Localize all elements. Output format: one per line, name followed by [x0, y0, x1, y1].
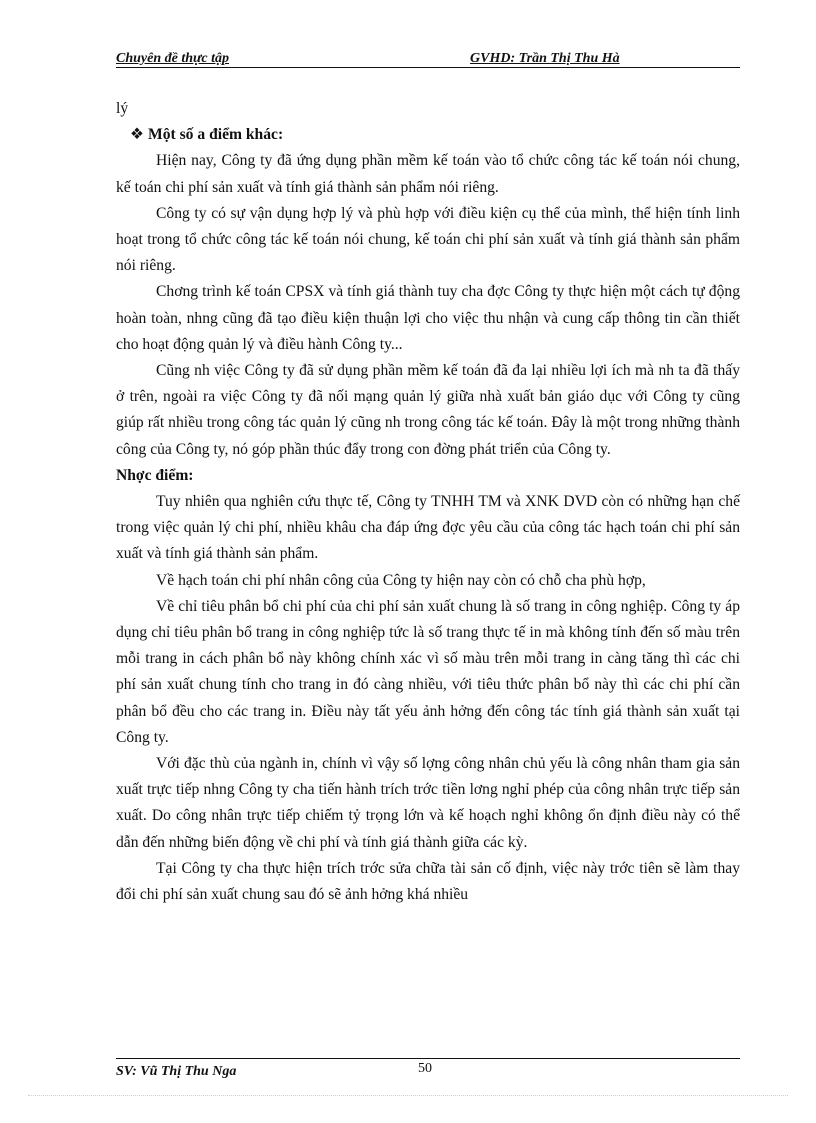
section-heading-other-points	[116, 122, 740, 148]
footer-author: SV: Vũ Thị Thu Nga	[116, 1064, 237, 1079]
paragraph: Cũng nh việc Công ty đã sử dụng phần mềm kế toán đã đa lại nhiều lợi ích mà nh ta đã thấy ở trên, ngoài ra việc Công ty đã nối mạng quản lý giữa nhà xuất bản giáo dục với Công ty cũng giúp rất nhiều trong công tác quản lý cũng nh trong công tác kế toán. Đây là một trong những thành công của Công ty, nó góp phần thúc đẩy trong con đờng phát triển của Công ty.	[116, 362, 740, 458]
section-heading-text: Một số a điểm khác:	[148, 126, 284, 144]
paragraph: Về chỉ tiêu phân bổ chi phí của chi phí sản xuất chung là số trang in công nghiệp. Công ty áp dụng chỉ tiêu phân bổ trang in công nghiệp tức là số trang thực tế in mà không tính đến số màu trên mỗi trang in cách phân bổ này không chính xác vì số màu trên mỗi trang in càng tăng thì các chi phí sản xuất chung tính cho trang in đó càng nhiều, với tiêu thức phân bổ này thì các chi phí cần phân bổ đều cho các trang in. Điều này tất yếu ảnh hởng đến công tác tính giá thành sản xuất tại Công ty.	[116, 597, 740, 746]
footer-rule	[116, 1058, 740, 1059]
section-heading-weaknesses: Nhợc điểm:	[116, 466, 194, 484]
paragraph: Công ty có sự vận dụng hợp lý và phù hợp với điều kiện cụ thể của mình, thể hiện tính linh hoạt trong tổ chức công tác kế toán nói chung, kế toán chi phí sản xuất và tính giá thành sản phẩm nói riêng.	[116, 204, 740, 275]
page-footer	[116, 1056, 740, 1079]
diamond-bullet-icon: ❖	[130, 126, 144, 144]
header-rule	[116, 67, 740, 68]
header-topic: Chuyên đề thực tập	[116, 51, 230, 66]
paragraph: Về hạch toán chi phí nhân công của Công ty hiện nay còn có chỗ cha phù hợp,	[156, 571, 646, 589]
page-number: 50	[418, 1061, 432, 1076]
page-bottom-border	[28, 1095, 788, 1096]
continuation-line: lý	[116, 100, 129, 117]
paragraph: Tại Công ty cha thực hiện trích trớc sửa chữa tài sản cố định, việc này trớc tiên sẽ làm thay đổi chi phí sản xuất chung sau đó sẽ ảnh hởng khá nhiều	[116, 859, 740, 904]
paragraph: Với đặc thù của ngành in, chính vì vậy số lợng công nhân chủ yếu là công nhân tham gia sản xuất trực tiếp nhng Công ty cha tiến hành trích trớc tiền lơng nghỉ phép của công nhân trực tiếp sản xuất. Do công nhân trực tiếp chiếm tỷ trọng lớn và kế hoạch nghỉ không ổn định điều này có thể dẫn đến những biến động về chi phí và tính giá thành giữa các kỳ.	[116, 755, 740, 851]
page-header	[116, 50, 740, 70]
paragraph: Tuy nhiên qua nghiên cứu thực tế, Công ty TNHH TM và XNK DVD còn có những hạn chế trong việc quản lý chi phí, nhiều khâu cha đáp ứng đợc yêu cầu của công tác hạch toán chi phí sản xuất và tính giá thành sản phẩm.	[116, 493, 740, 563]
paragraph: Hiện nay, Công ty đã ứng dụng phần mềm kế toán vào tổ chức công tác kế toán nói chung, kế toán chi phí sản xuất và tính giá thành sản phẩm nói riêng.	[116, 152, 740, 196]
page-content	[116, 96, 740, 908]
paragraph: Chơng trình kế toán CPSX và tính giá thành tuy cha đợc Công ty thực hiện một cách tự động hoàn toàn, nhng cũng đã tạo điều kiện thuận lợi cho việc thu nhận và cung cấp thông tin cần thiết cho hoạt động quản lý và điều hành Công ty...	[116, 283, 740, 353]
header-supervisor: GVHD: Trần Thị Thu Hà	[470, 51, 620, 66]
